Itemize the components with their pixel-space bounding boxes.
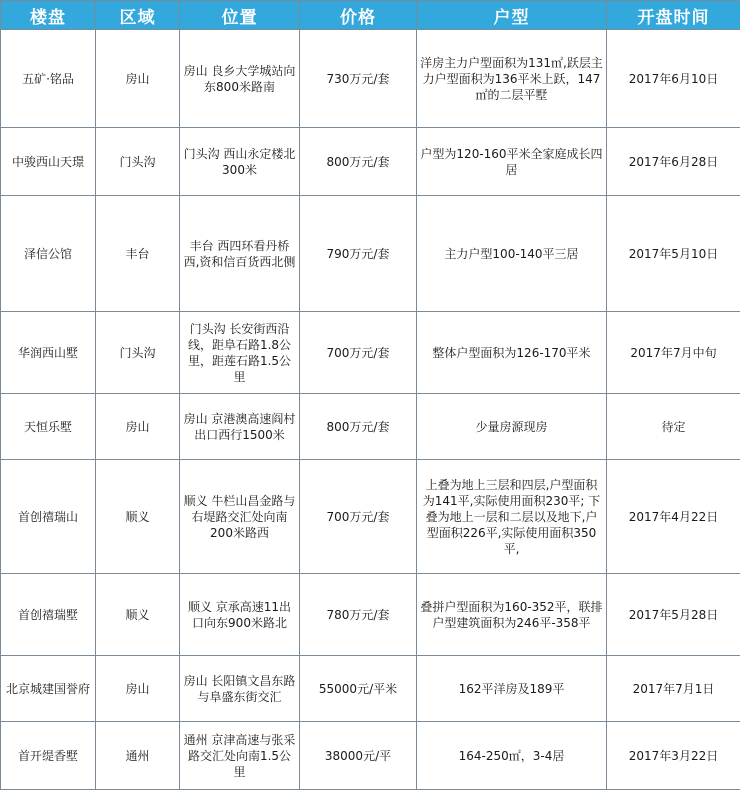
cell-price: 800万元/套 bbox=[300, 394, 417, 460]
cell-open-date: 2017年7月中旬 bbox=[607, 312, 740, 394]
cell-open-date: 2017年5月28日 bbox=[607, 574, 740, 656]
cell-price: 55000元/平米 bbox=[300, 656, 417, 722]
table-row bbox=[1, 394, 740, 460]
cell-district: 房山 bbox=[96, 30, 180, 128]
cell-name: 五矿·铭品 bbox=[1, 30, 96, 128]
cell-layout: 户型为120-160平米全家庭成长四居 bbox=[417, 128, 607, 196]
cell-open-date: 2017年7月1日 bbox=[607, 656, 740, 722]
cell-district: 房山 bbox=[96, 394, 180, 460]
cell-price: 38000元/平 bbox=[300, 722, 417, 790]
cell-name: 华润西山墅 bbox=[1, 312, 96, 394]
cell-name: 首创禧瑞山 bbox=[1, 460, 96, 574]
cell-name: 天恒乐墅 bbox=[1, 394, 96, 460]
cell-layout: 162平洋房及189平 bbox=[417, 656, 607, 722]
cell-district: 房山 bbox=[96, 656, 180, 722]
cell-district: 顺义 bbox=[96, 460, 180, 574]
cell-district: 通州 bbox=[96, 722, 180, 790]
cell-location: 房山 京港澳高速阎村出口西行1500米 bbox=[180, 394, 300, 460]
cell-name: 泽信公馆 bbox=[1, 196, 96, 312]
header-row bbox=[1, 1, 740, 30]
header-district: 区域 bbox=[96, 1, 180, 30]
header-price: 价格 bbox=[300, 1, 417, 30]
cell-location: 丰台 西四环看丹桥西,资和信百货西北侧 bbox=[180, 196, 300, 312]
cell-layout: 整体户型面积为126-170平米 bbox=[417, 312, 607, 394]
cell-open-date: 2017年3月22日 bbox=[607, 722, 740, 790]
cell-open-date: 2017年6月28日 bbox=[607, 128, 740, 196]
cell-name: 首开缇香墅 bbox=[1, 722, 96, 790]
cell-name: 北京城建国誉府 bbox=[1, 656, 96, 722]
cell-price: 790万元/套 bbox=[300, 196, 417, 312]
cell-name: 中骏西山天璟 bbox=[1, 128, 96, 196]
table-row bbox=[1, 312, 740, 394]
cell-price: 730万元/套 bbox=[300, 30, 417, 128]
cell-price: 700万元/套 bbox=[300, 312, 417, 394]
cell-location: 房山 良乡大学城站向东800米路南 bbox=[180, 30, 300, 128]
header-open-date: 开盘时间 bbox=[607, 1, 740, 30]
cell-district: 门头沟 bbox=[96, 128, 180, 196]
table-row bbox=[1, 128, 740, 196]
header-layout: 户型 bbox=[417, 1, 607, 30]
cell-open-date: 2017年6月10日 bbox=[607, 30, 740, 128]
cell-open-date: 待定 bbox=[607, 394, 740, 460]
cell-location: 通州 京津高速与张采路交汇处向南1.5公里 bbox=[180, 722, 300, 790]
cell-layout: 洋房主力户型面积为131㎡,跃层主力户型面积为136平米上跃，147㎡的二层平墅 bbox=[417, 30, 607, 128]
cell-layout: 少量房源现房 bbox=[417, 394, 607, 460]
table-row bbox=[1, 722, 740, 790]
cell-open-date: 2017年5月10日 bbox=[607, 196, 740, 312]
cell-location: 顺义 牛栏山昌金路与右堤路交汇处向南200米路西 bbox=[180, 460, 300, 574]
table-row bbox=[1, 656, 740, 722]
table-row bbox=[1, 460, 740, 574]
cell-district: 丰台 bbox=[96, 196, 180, 312]
cell-location: 顺义 京承高速11出口向东900米路北 bbox=[180, 574, 300, 656]
cell-layout: 叠拼户型面积为160-352平，联排户型建筑面积为246平-358平 bbox=[417, 574, 607, 656]
table-row bbox=[1, 196, 740, 312]
cell-price: 700万元/套 bbox=[300, 460, 417, 574]
cell-layout: 主力户型100-140平三居 bbox=[417, 196, 607, 312]
cell-price: 780万元/套 bbox=[300, 574, 417, 656]
cell-district: 门头沟 bbox=[96, 312, 180, 394]
cell-layout: 164-250㎡，3-4居 bbox=[417, 722, 607, 790]
table-row bbox=[1, 574, 740, 656]
cell-name: 首创禧瑞墅 bbox=[1, 574, 96, 656]
cell-location: 门头沟 西山永定楼北300米 bbox=[180, 128, 300, 196]
cell-layout: 上叠为地上三层和四层,户型面积为141平,实际使用面积230平; 下叠为地上一层和二层以及地下,户型面积226平,实际使用面积350平, bbox=[417, 460, 607, 574]
cell-location: 房山 长阳镇文昌东路与阜盛东街交汇 bbox=[180, 656, 300, 722]
table-row bbox=[1, 30, 740, 128]
cell-price: 800万元/套 bbox=[300, 128, 417, 196]
header-name: 楼盘 bbox=[1, 1, 96, 30]
cell-open-date: 2017年4月22日 bbox=[607, 460, 740, 574]
cell-location: 门头沟 长安街西沿线，距阜石路1.8公里，距莲石路1.5公里 bbox=[180, 312, 300, 394]
header-location: 位置 bbox=[180, 1, 300, 30]
cell-district: 顺义 bbox=[96, 574, 180, 656]
